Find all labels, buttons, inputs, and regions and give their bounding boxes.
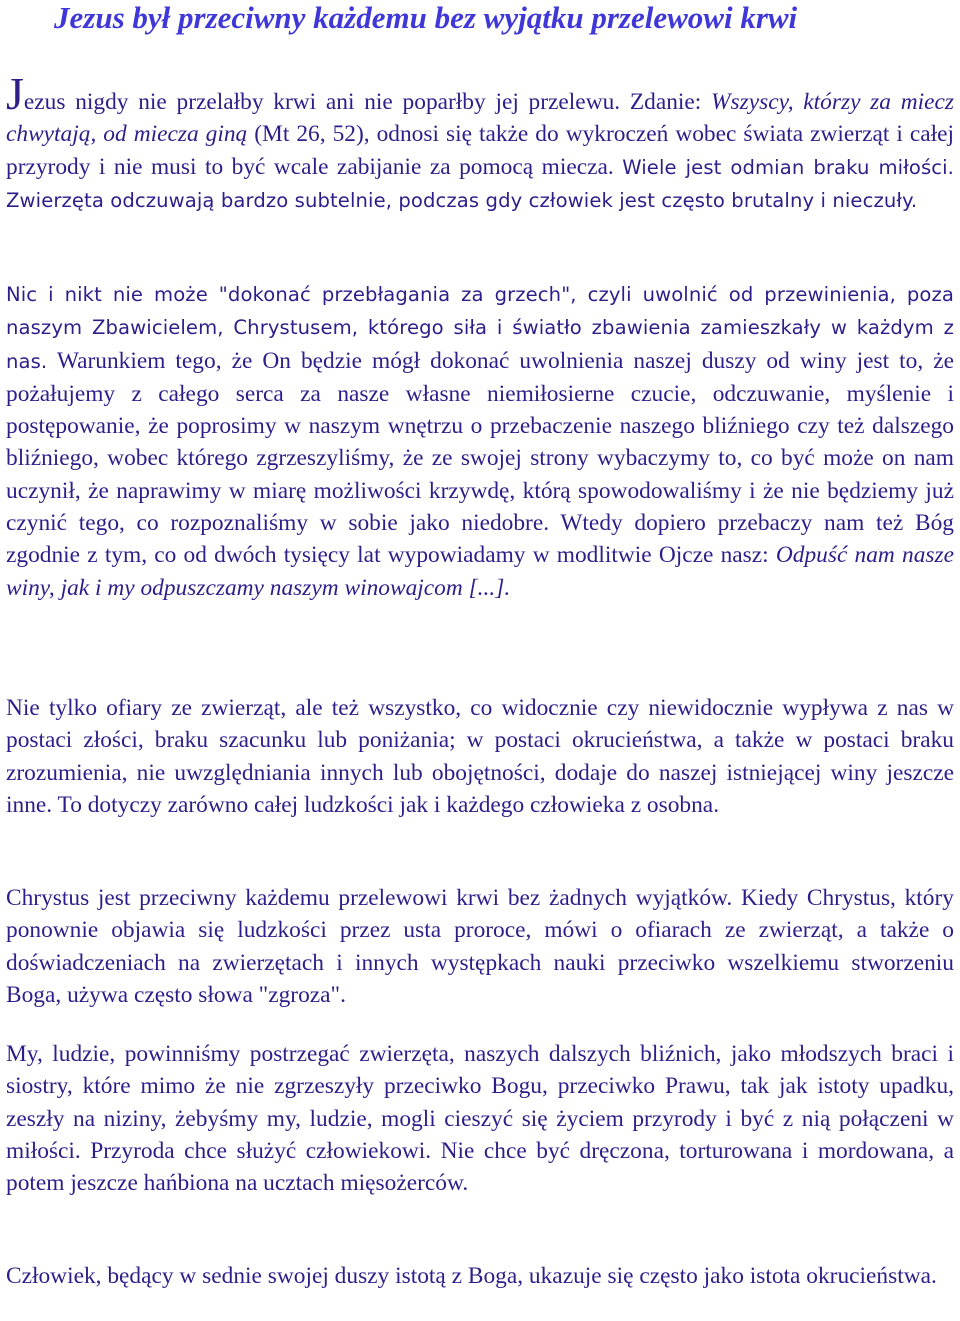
page-title: Jezus był przeciwny każdemu bez wyjątku przelewowi krwi <box>54 0 798 35</box>
paragraph-1 <box>6 68 954 217</box>
paragraph-5: My, ludzie, powinniśmy postrzegać zwierzęta, naszych dalszych bliźnich, jako młodszych braci i siostry, które mimo że nie zgrzeszyły przeciwko Bogu, przeciwko Prawu, tak jak istoty upadku, zeszły na niziny, żebyśmy my, ludzie, mogli cieszyć się życiem przyrody i być z nią połączeni w miłości. Przyroda chce służyć człowiekowi. Nie chce być dręczona, torturowana i mordowana, a potem jeszcze hańbiona na ucztach mięsożerców. <box>6 1041 954 1197</box>
drop-cap: J <box>6 68 24 119</box>
paragraph-1-text-c: Wiele jest odmian braku miłości. Zwierzęta odczuwają bardzo subtelnie, podczas gdy człowiek jest często brutalny i nieczuły. <box>6 155 954 212</box>
paragraph-2-prayer-quote: Odpuść nam nasze winy, jak i my odpuszczamy naszym winowajcom [...]. <box>6 542 954 601</box>
paragraph-2-text-b: Warunkiem tego, że On będzie mógł dokonać uwolnienia naszej duszy od winy jest to, że pożałujemy z całego serca za nasze własne niemiłosierne czucie, odczuwanie, myślenie i postępowanie, że poprosimy w naszym wnętrzu o przebaczenie naszego bliźniego czy też dalszego bliźniego, wobec którego zgrzeszyliśmy, że ze swojej strony wybaczymy to, co być może on nam uczynił, że naprawimy w miarę możliwości krzywdę, którą spowodowaliśmy i że nie będziemy już czynić tego, co rozpoznaliśmy w sobie jako niedobre. Wtedy dopiero przebaczy nam też Bóg zgodnie z tym, co od dwóch tysięcy lat wypowiadamy w modlitwie Ojcze nasz: <box>6 347 954 569</box>
document-page <box>6 0 954 1289</box>
paragraph-4: Chrystus jest przeciwny każdemu przelewowi krwi bez żadnych wyjątków. Kiedy Chrystus, który ponownie objawia się ludzkości przez usta proroce, mówi o ofiarach ze zwierząt, a także o doświadczeniach na zwierzętach i innych występkach nauki przeciwko wszelkiemu stworzeniu Boga, używa często słowa "zgroza". <box>6 885 954 1008</box>
paragraph-1-text-a: ezus nigdy nie przelałby krwi ani nie poparłby jej przelewu. Zdanie: <box>23 89 712 115</box>
paragraph-2 <box>6 278 954 604</box>
paragraph-3: Nie tylko ofiary ze zwierząt, ale też wszystko, co widocznie czy niewidocznie wypływa z nas w postaci złości, braku szacunku lub poniżania; w postaci okrucieństwa, a także w postaci braku zrozumienia, nie uwzględniania innych lub obojętności, dodaje do naszej istniejącej winy jeszcze inne. To dotyczy zarówno całej ludzkości jak i każdego człowieka z osobna. <box>6 695 954 818</box>
paragraph-6: Człowiek, będący w sednie swojej duszy istotą z Boga, ukazuje się często jako istota okrucieństwa. <box>6 1263 937 1289</box>
paragraph-1-quote: Wszyscy, którzy za miecz chwytają, od miecza giną <box>6 89 954 148</box>
paragraph-2-text-a: Nic i nikt nie może "dokonać przebłagania za grzech", czyli uwolnić od przewinienia, poza naszym Zbawicielem, Chrystusem, którego siła i światło zbawienia zamieszkały w każdym z nas. <box>6 283 954 373</box>
paragraph-1-text-b: (Mt 26, 52), odnosi się także do wykroczeń wobec świata zwierząt i całej przyrody i nie musi to być wcale zabijanie za pomocą miecza. <box>6 121 954 180</box>
